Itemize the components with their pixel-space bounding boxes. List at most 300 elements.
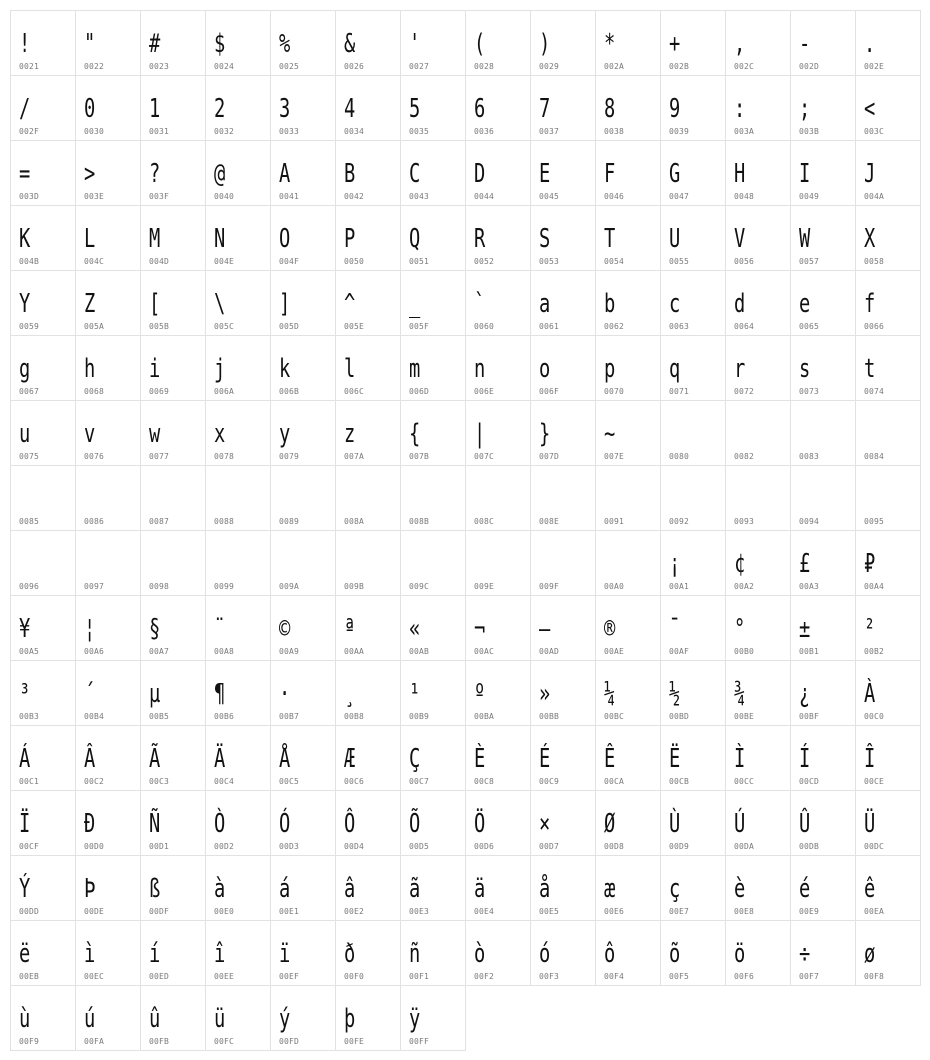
glyph-char: y xyxy=(279,419,291,449)
glyph-code: 0055 xyxy=(669,257,690,266)
glyph-cell xyxy=(335,660,401,726)
glyph-cell xyxy=(595,530,661,596)
glyph-cell xyxy=(270,985,336,1051)
glyph-code: 006D xyxy=(409,387,430,396)
glyph-cell xyxy=(530,465,596,531)
glyph-code: 00C2 xyxy=(84,777,105,786)
glyph-cell xyxy=(205,270,271,336)
glyph-cell xyxy=(595,10,661,76)
glyph-cell xyxy=(270,75,336,141)
glyph-char: Ì xyxy=(734,744,746,774)
glyph-code: 00DC xyxy=(864,842,885,851)
glyph-code: 00F2 xyxy=(474,972,495,981)
glyph-char: ) xyxy=(539,29,551,59)
glyph-code: 00D3 xyxy=(279,842,300,851)
glyph-cell xyxy=(660,595,726,661)
glyph-cell xyxy=(205,920,271,986)
glyph-code: 002E xyxy=(864,62,885,71)
glyph-code: 00FD xyxy=(279,1037,300,1046)
glyph-char: V xyxy=(734,224,746,254)
glyph-char: ¬ xyxy=(474,614,486,644)
glyph-cell xyxy=(335,205,401,271)
glyph-cell xyxy=(465,920,531,986)
glyph-cell xyxy=(270,790,336,856)
glyph-code: 0080 xyxy=(669,452,690,461)
glyph-char: ì xyxy=(84,939,96,969)
glyph-cell xyxy=(660,530,726,596)
glyph-code: 007A xyxy=(344,452,365,461)
glyph-code: 0074 xyxy=(864,387,885,396)
glyph-cell xyxy=(660,465,726,531)
glyph-char: f xyxy=(864,289,876,319)
glyph-char: e xyxy=(799,289,811,319)
glyph-code: 006B xyxy=(279,387,300,396)
glyph-char: – xyxy=(539,614,551,644)
glyph-code: 0021 xyxy=(19,62,40,71)
glyph-cell xyxy=(400,530,466,596)
glyph-char: ü xyxy=(214,1004,226,1034)
glyph-cell xyxy=(205,205,271,271)
glyph-char: ÷ xyxy=(799,939,811,969)
glyph-code: 0079 xyxy=(279,452,300,461)
glyph-char: N xyxy=(214,224,226,254)
glyph-code: 0044 xyxy=(474,192,495,201)
glyph-cell xyxy=(595,140,661,206)
glyph-char: T xyxy=(604,224,616,254)
glyph-char: ß xyxy=(149,874,161,904)
glyph-cell xyxy=(660,75,726,141)
glyph-cell xyxy=(660,855,726,921)
glyph-code: 00A5 xyxy=(19,647,40,656)
glyph-char: 5 xyxy=(409,94,421,124)
glyph-code: 003A xyxy=(734,127,755,136)
glyph-cell xyxy=(270,855,336,921)
glyph-char: 7 xyxy=(539,94,551,124)
glyph-code: 002F xyxy=(19,127,40,136)
glyph-cell xyxy=(530,790,596,856)
glyph-code: 00D9 xyxy=(669,842,690,851)
glyph-char: ` xyxy=(474,289,486,319)
glyph-code: 002A xyxy=(604,62,625,71)
glyph-code: 0025 xyxy=(279,62,300,71)
glyph-code: 00B5 xyxy=(149,712,170,721)
glyph-char: À xyxy=(864,679,876,709)
glyph-cell xyxy=(595,660,661,726)
glyph-cell xyxy=(205,75,271,141)
glyph-cell xyxy=(660,205,726,271)
glyph-cell xyxy=(335,335,401,401)
glyph-code: 0099 xyxy=(214,582,235,591)
glyph-code: 00F6 xyxy=(734,972,755,981)
glyph-char: P xyxy=(344,224,356,254)
glyph-code: 00BC xyxy=(604,712,625,721)
glyph-cell xyxy=(205,10,271,76)
glyph-code: 003D xyxy=(19,192,40,201)
glyph-char: < xyxy=(864,94,876,124)
glyph-code: 00BF xyxy=(799,712,820,721)
glyph-code: 00FB xyxy=(149,1037,170,1046)
glyph-cell xyxy=(465,790,531,856)
glyph-code: 0091 xyxy=(604,517,625,526)
glyph-char: » xyxy=(539,679,551,709)
glyph-cell xyxy=(790,75,856,141)
glyph-char: Õ xyxy=(409,809,421,839)
glyph-code: 004C xyxy=(84,257,105,266)
glyph-code: 00D4 xyxy=(344,842,365,851)
glyph-cell xyxy=(205,465,271,531)
glyph-char: Ü xyxy=(864,809,876,839)
glyph-cell xyxy=(855,530,921,596)
glyph-char: ~ xyxy=(604,419,616,449)
glyph-char: Ç xyxy=(409,744,421,774)
glyph-cell xyxy=(790,270,856,336)
glyph-code: 00DE xyxy=(84,907,105,916)
glyph-cell xyxy=(660,790,726,856)
glyph-char: S xyxy=(539,224,551,254)
glyph-code: 0084 xyxy=(864,452,885,461)
glyph-cell xyxy=(400,140,466,206)
glyph-cell xyxy=(855,335,921,401)
glyph-cell xyxy=(75,75,141,141)
glyph-code: 00DA xyxy=(734,842,755,851)
glyph-code: 00C6 xyxy=(344,777,365,786)
glyph-code: 0027 xyxy=(409,62,430,71)
glyph-cell xyxy=(75,270,141,336)
glyph-cell xyxy=(10,270,76,336)
glyph-cell xyxy=(465,530,531,596)
glyph-char: Y xyxy=(19,289,31,319)
glyph-char: É xyxy=(539,744,551,774)
glyph-code: 0036 xyxy=(474,127,495,136)
glyph-char: Ô xyxy=(344,809,356,839)
glyph-code: 00D7 xyxy=(539,842,560,851)
glyph-char: d xyxy=(734,289,746,319)
glyph-code: 00B6 xyxy=(214,712,235,721)
glyph-code: 0059 xyxy=(19,322,40,331)
glyph-code: 00F4 xyxy=(604,972,625,981)
glyph-cell xyxy=(270,920,336,986)
glyph-code: 00F0 xyxy=(344,972,365,981)
glyph-cell xyxy=(725,140,791,206)
glyph-code: 0093 xyxy=(734,517,755,526)
glyph-char: C xyxy=(409,159,421,189)
glyph-char: R xyxy=(474,224,486,254)
glyph-code: 0022 xyxy=(84,62,105,71)
glyph-char: ¿ xyxy=(799,679,811,709)
glyph-char: ( xyxy=(474,29,486,59)
glyph-cell xyxy=(595,205,661,271)
glyph-code: 0040 xyxy=(214,192,235,201)
glyph-char: X xyxy=(864,224,876,254)
glyph-code: 008C xyxy=(474,517,495,526)
glyph-cell xyxy=(75,985,141,1051)
glyph-char: D xyxy=(474,159,486,189)
glyph-cell xyxy=(855,725,921,791)
glyph-cell xyxy=(790,595,856,661)
glyph-char: ú xyxy=(84,1004,96,1034)
glyph-cell xyxy=(75,920,141,986)
glyph-code: 00BB xyxy=(539,712,560,721)
glyph-cell xyxy=(400,465,466,531)
glyph-cell xyxy=(140,595,206,661)
glyph-code: 002D xyxy=(799,62,820,71)
glyph-code: 003E xyxy=(84,192,105,201)
glyph-cell xyxy=(400,920,466,986)
glyph-cell xyxy=(270,595,336,661)
glyph-code: 005C xyxy=(214,322,235,331)
glyph-char: Ù xyxy=(669,809,681,839)
glyph-cell xyxy=(530,75,596,141)
glyph-code: 008B xyxy=(409,517,430,526)
glyph-char: ù xyxy=(19,1004,31,1034)
glyph-cell xyxy=(790,205,856,271)
glyph-cell xyxy=(855,855,921,921)
glyph-cell xyxy=(335,595,401,661)
glyph-code: 00F3 xyxy=(539,972,560,981)
glyph-char: ´ xyxy=(84,679,96,709)
glyph-char: J xyxy=(864,159,876,189)
glyph-code: 00EF xyxy=(279,972,300,981)
glyph-char: Æ xyxy=(344,744,356,774)
glyph-cell xyxy=(140,790,206,856)
glyph-cell xyxy=(465,725,531,791)
glyph-code: 00A9 xyxy=(279,647,300,656)
glyph-code: 007D xyxy=(539,452,560,461)
glyph-char: ¡ xyxy=(669,549,681,579)
glyph-char: v xyxy=(84,419,96,449)
glyph-code: 0049 xyxy=(799,192,820,201)
glyph-cell xyxy=(790,400,856,466)
glyph-char: Å xyxy=(279,744,291,774)
glyph-cell xyxy=(270,400,336,466)
glyph-cell xyxy=(790,530,856,596)
glyph-code: 0033 xyxy=(279,127,300,136)
glyph-code: 0047 xyxy=(669,192,690,201)
glyph-char: i xyxy=(149,354,161,384)
glyph-code: 0083 xyxy=(799,452,820,461)
glyph-code: 0064 xyxy=(734,322,755,331)
glyph-code: 00A6 xyxy=(84,647,105,656)
glyph-cell xyxy=(530,270,596,336)
glyph-cell xyxy=(530,205,596,271)
glyph-cell xyxy=(270,10,336,76)
glyph-cell xyxy=(140,660,206,726)
glyph-code: 0037 xyxy=(539,127,560,136)
glyph-code: 00CE xyxy=(864,777,885,786)
glyph-char: U xyxy=(669,224,681,254)
glyph-cell xyxy=(270,530,336,596)
glyph-char: u xyxy=(19,419,31,449)
glyph-code: 005D xyxy=(279,322,300,331)
glyph-code: 0028 xyxy=(474,62,495,71)
glyph-code: 0038 xyxy=(604,127,625,136)
glyph-char: o xyxy=(539,354,551,384)
glyph-cell xyxy=(790,920,856,986)
glyph-cell xyxy=(75,790,141,856)
glyph-code: 00FF xyxy=(409,1037,430,1046)
glyph-cell xyxy=(595,595,661,661)
glyph-code: 00C7 xyxy=(409,777,430,786)
glyph-code: 00C8 xyxy=(474,777,495,786)
glyph-code: 0026 xyxy=(344,62,365,71)
glyph-code: 0062 xyxy=(604,322,625,331)
glyph-code: 00AD xyxy=(539,647,560,656)
glyph-char: ï xyxy=(279,939,291,969)
glyph-cell xyxy=(400,10,466,76)
glyph-char: ₽ xyxy=(864,549,876,579)
glyph-code: 00F1 xyxy=(409,972,430,981)
glyph-cell xyxy=(10,400,76,466)
glyph-cell xyxy=(400,855,466,921)
glyph-char: F xyxy=(604,159,616,189)
glyph-char: Î xyxy=(864,744,876,774)
glyph-code: 00C4 xyxy=(214,777,235,786)
glyph-cell xyxy=(530,660,596,726)
glyph-code: 00ED xyxy=(149,972,170,981)
glyph-char: è xyxy=(734,874,746,904)
glyph-code: 00B1 xyxy=(799,647,820,656)
glyph-code: 00C9 xyxy=(539,777,560,786)
glyph-cell xyxy=(725,725,791,791)
glyph-cell xyxy=(335,270,401,336)
glyph-code: 00C3 xyxy=(149,777,170,786)
glyph-cell xyxy=(660,660,726,726)
glyph-code: 00A2 xyxy=(734,582,755,591)
glyph-char: Q xyxy=(409,224,421,254)
glyph-code: 0069 xyxy=(149,387,170,396)
glyph-cell xyxy=(660,920,726,986)
glyph-cell xyxy=(10,465,76,531)
glyph-cell xyxy=(10,335,76,401)
glyph-cell xyxy=(465,205,531,271)
glyph-code: 006E xyxy=(474,387,495,396)
glyph-code: 0094 xyxy=(799,517,820,526)
glyph-code: 0053 xyxy=(539,257,560,266)
glyph-code: 0068 xyxy=(84,387,105,396)
glyph-code: 004A xyxy=(864,192,885,201)
glyph-char: é xyxy=(799,874,811,904)
glyph-code: 0041 xyxy=(279,192,300,201)
glyph-char: ] xyxy=(279,289,291,319)
glyph-char: I xyxy=(799,159,811,189)
glyph-char: A xyxy=(279,159,291,189)
glyph-char: â xyxy=(344,874,356,904)
glyph-code: 004B xyxy=(19,257,40,266)
glyph-code: 00BD xyxy=(669,712,690,721)
glyph-cell xyxy=(530,855,596,921)
glyph-code: 00FA xyxy=(84,1037,105,1046)
glyph-cell xyxy=(725,10,791,76)
glyph-code: 0061 xyxy=(539,322,560,331)
glyph-code: 00E6 xyxy=(604,907,625,916)
glyph-cell xyxy=(270,140,336,206)
glyph-cell xyxy=(400,335,466,401)
glyph-code: 0035 xyxy=(409,127,430,136)
glyph-char: ¶ xyxy=(214,679,226,709)
glyph-cell xyxy=(140,205,206,271)
glyph-code: 0029 xyxy=(539,62,560,71)
glyph-cell xyxy=(530,530,596,596)
glyph-code: 009F xyxy=(539,582,560,591)
glyph-code: 00EA xyxy=(864,907,885,916)
glyph-code: 00B8 xyxy=(344,712,365,721)
glyph-code: 002C xyxy=(734,62,755,71)
glyph-char: ñ xyxy=(409,939,421,969)
glyph-cell xyxy=(335,465,401,531)
glyph-char: ¥ xyxy=(19,614,31,644)
glyph-cell xyxy=(140,75,206,141)
glyph-cell xyxy=(75,400,141,466)
glyph-char: Ú xyxy=(734,809,746,839)
glyph-cell xyxy=(10,140,76,206)
glyph-code: 0052 xyxy=(474,257,495,266)
glyph-cell xyxy=(530,920,596,986)
glyph-code: 009A xyxy=(279,582,300,591)
glyph-char: ä xyxy=(474,874,486,904)
glyph-code: 00DB xyxy=(799,842,820,851)
glyph-char: 6 xyxy=(474,94,486,124)
glyph-cell xyxy=(465,140,531,206)
glyph-code: 00AF xyxy=(669,647,690,656)
glyph-cell xyxy=(205,140,271,206)
glyph-cell xyxy=(270,270,336,336)
glyph-cell xyxy=(855,75,921,141)
glyph-char: 4 xyxy=(344,94,356,124)
glyph-code: 00A3 xyxy=(799,582,820,591)
glyph-cell xyxy=(75,725,141,791)
glyph-cell xyxy=(75,660,141,726)
glyph-code: 00AE xyxy=(604,647,625,656)
glyph-code: 0045 xyxy=(539,192,560,201)
glyph-cell xyxy=(205,530,271,596)
glyph-code: 00B0 xyxy=(734,647,755,656)
glyph-char: × xyxy=(539,809,551,839)
glyph-cell xyxy=(10,660,76,726)
glyph-code: 0024 xyxy=(214,62,235,71)
glyph-code: 0086 xyxy=(84,517,105,526)
glyph-char: Ó xyxy=(279,809,291,839)
glyph-char: > xyxy=(84,159,96,189)
glyph-cell xyxy=(855,595,921,661)
glyph-char: G xyxy=(669,159,681,189)
glyph-cell xyxy=(335,725,401,791)
glyph-cell xyxy=(335,400,401,466)
glyph-char: c xyxy=(669,289,681,319)
glyph-char: w xyxy=(149,419,161,449)
glyph-code: 0065 xyxy=(799,322,820,331)
glyph-code: 0070 xyxy=(604,387,625,396)
glyph-cell xyxy=(205,335,271,401)
glyph-code: 00F8 xyxy=(864,972,885,981)
glyph-code: 0057 xyxy=(799,257,820,266)
glyph-char: ò xyxy=(474,939,486,969)
glyph-cell xyxy=(10,10,76,76)
glyph-char: á xyxy=(279,874,291,904)
glyph-cell xyxy=(75,855,141,921)
glyph-char: Ë xyxy=(669,744,681,774)
glyph-char: Ö xyxy=(474,809,486,839)
glyph-code: 008E xyxy=(539,517,560,526)
glyph-cell xyxy=(140,725,206,791)
glyph-cell xyxy=(790,790,856,856)
glyph-char: ã xyxy=(409,874,421,904)
glyph-char: Ø xyxy=(604,809,616,839)
glyph-char: " xyxy=(84,29,96,59)
glyph-char: g xyxy=(19,354,31,384)
glyph-char: | xyxy=(474,419,486,449)
glyph-cell xyxy=(140,855,206,921)
glyph-char: ë xyxy=(19,939,31,969)
